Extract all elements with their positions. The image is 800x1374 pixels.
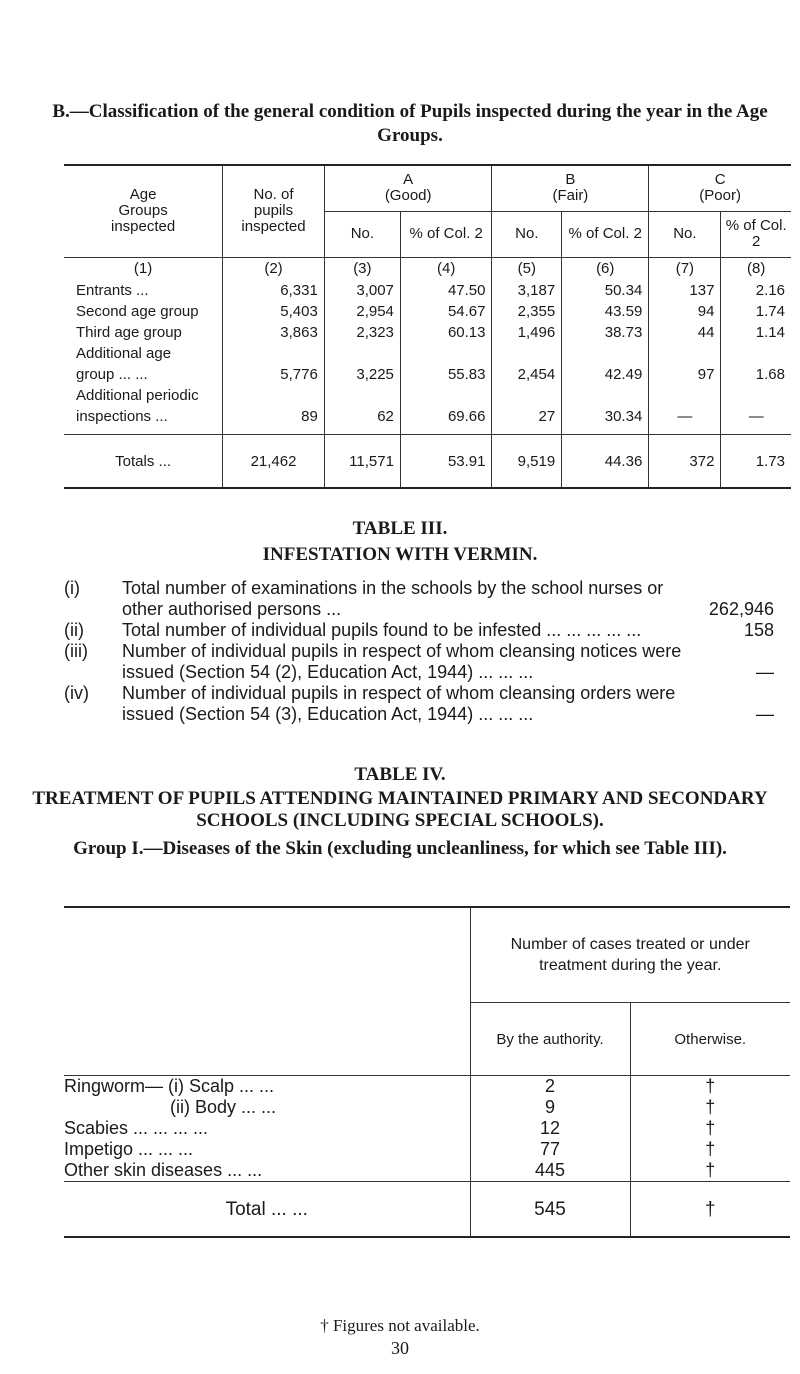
cell: 53.91	[400, 435, 492, 489]
header-c-pct: % of Col. 2	[721, 211, 791, 257]
list-item	[64, 683, 774, 725]
table3-title: TABLE III.	[352, 518, 448, 539]
header-a: A (Good)	[324, 165, 492, 211]
cell: †	[630, 1076, 790, 1098]
cell: 11,571	[324, 435, 400, 489]
col-number: (5)	[492, 257, 562, 280]
cell: 44.36	[562, 435, 649, 489]
cell: 97	[649, 364, 721, 385]
total-label: Total ... ...	[64, 1182, 470, 1238]
col-number: (8)	[721, 257, 791, 280]
cell: 50.34	[562, 280, 649, 301]
row-label: inspections ...	[76, 407, 168, 425]
row-label: Additional age	[76, 344, 172, 362]
skin-diseases-table	[64, 906, 790, 1238]
cell: 54.67	[400, 301, 492, 322]
header-c-no: No.	[649, 211, 721, 257]
table4-title: TABLE IV.	[354, 764, 446, 785]
row-label: Ringworm— (i) Scalp ... ...	[64, 1076, 470, 1098]
table-row	[64, 343, 791, 364]
header-pupils: No. of pupils inspected	[223, 165, 325, 257]
list-item	[64, 641, 774, 683]
cell: 137	[649, 280, 721, 301]
item-text: Number of individual pupils in respect of whom cleansing orders were issued (Section 54 (3), Education Act, 1944) ... ... ...	[122, 683, 676, 724]
header-by-authority: By the authority.	[470, 1003, 630, 1076]
cell: 55.83	[400, 364, 492, 385]
condition-table	[64, 164, 791, 489]
item-value: —	[756, 704, 774, 724]
col-number: (6)	[562, 257, 649, 280]
cell: 38.73	[562, 322, 649, 343]
row-label: Scabies ... ... ... ...	[64, 1118, 209, 1138]
table-row	[64, 406, 791, 427]
table-row	[64, 364, 791, 385]
cell: 60.13	[400, 322, 492, 343]
table4-subtitle: TREATMENT OF PUPILS ATTENDING MAINTAINED PRIMARY AND SECONDARY SCHOOLS (INCLUDING SPECIAL SCHOOLS).	[32, 788, 768, 831]
row-label: Second age group	[76, 302, 199, 320]
cell: 27	[492, 406, 562, 427]
col-number: (4)	[400, 257, 492, 280]
table-row	[64, 280, 791, 301]
cell: †	[630, 1139, 790, 1160]
header-b-no: No.	[492, 211, 562, 257]
row-label: Additional periodic	[76, 386, 199, 404]
item-number: (iii)	[64, 641, 88, 661]
cell: 1.73	[721, 435, 791, 489]
total-row	[64, 1182, 790, 1238]
table-row	[64, 1139, 790, 1160]
header-a-no: No.	[324, 211, 400, 257]
footnote: † Figures not available.	[320, 1316, 480, 1335]
item-value: 158	[743, 620, 774, 640]
cell: 2.16	[721, 280, 791, 301]
totals-label: Totals ...	[64, 435, 223, 489]
header-number-of-cases: Number of cases treated or under treatment during the year.	[470, 907, 790, 1003]
cell: †	[630, 1118, 790, 1139]
item-value: —	[756, 662, 774, 682]
cell: †	[630, 1160, 790, 1182]
cell: 6,331	[223, 280, 325, 301]
row-label: Entrants ...	[76, 281, 149, 299]
cell: 42.49	[562, 364, 649, 385]
row-label: Impetigo ... ... ...	[64, 1139, 194, 1159]
header-age-groups: Age Groups inspected	[110, 186, 176, 236]
item-number: (ii)	[64, 620, 84, 640]
table-row	[64, 322, 791, 343]
cell: 89	[223, 406, 325, 427]
table4-group: Group I.—Diseases of the Skin (excluding uncleanliness, for which see Table III).	[73, 838, 727, 859]
col-number: (3)	[324, 257, 400, 280]
table-row	[64, 1076, 790, 1098]
cell: 69.66	[400, 406, 492, 427]
table-row	[64, 1097, 790, 1118]
header-c: C (Poor)	[649, 165, 791, 211]
header-otherwise: Otherwise.	[630, 1003, 790, 1076]
cell: 1.74	[721, 301, 791, 322]
cell: 5,776	[223, 364, 325, 385]
cell: 94	[649, 301, 721, 322]
cell: 77	[470, 1139, 630, 1160]
col-number: (2)	[223, 257, 325, 280]
cell: 44	[649, 322, 721, 343]
row-label: Third age group	[76, 323, 182, 341]
table-row	[64, 1160, 790, 1182]
cell: 545	[470, 1182, 630, 1238]
cell: 21,462	[223, 435, 325, 489]
cell: 1.14	[721, 322, 791, 343]
cell: 2,454	[492, 364, 562, 385]
item-text: Total number of individual pupils found to be infested ... ... ... ... ...	[122, 620, 642, 640]
item-value: 262,946	[708, 599, 774, 619]
cell: 9,519	[492, 435, 562, 489]
table3-subtitle: INFESTATION WITH VERMIN.	[262, 544, 538, 565]
header-a-pct: % of Col. 2	[400, 211, 492, 257]
row-label: (ii) Body ... ...	[170, 1097, 277, 1117]
cell: 2,323	[324, 322, 400, 343]
page-number: 30	[391, 1338, 409, 1358]
cell: 3,007	[324, 280, 400, 301]
cell: 3,225	[324, 364, 400, 385]
cell: 5,403	[223, 301, 325, 322]
cell: †	[630, 1097, 790, 1118]
list-item	[64, 578, 774, 620]
table-row	[64, 301, 791, 322]
cell: —	[649, 406, 721, 427]
cell: 30.34	[562, 406, 649, 427]
section-b-heading: B.—Classification of the general condition of Pupils inspected during the year in the Age Groups.	[52, 101, 768, 146]
cell: †	[630, 1182, 790, 1238]
item-number: (i)	[64, 578, 80, 598]
cell: 62	[324, 406, 400, 427]
cell: 3,187	[492, 280, 562, 301]
cell: 1,496	[492, 322, 562, 343]
cell: 1.68	[721, 364, 791, 385]
cell: —	[721, 406, 791, 427]
cell: 12	[470, 1118, 630, 1139]
header-b-pct: % of Col. 2	[562, 211, 649, 257]
col-number: (1)	[64, 257, 223, 280]
row-label: group ... ...	[76, 365, 148, 383]
cell: 2,355	[492, 301, 562, 322]
item-text: Number of individual pupils in respect of whom cleansing notices were issued (Section 54 (2), Education Act, 1944) ... ... ...	[122, 641, 682, 682]
list-item	[64, 620, 774, 641]
table-row	[64, 1118, 790, 1139]
infestation-list	[64, 578, 774, 725]
cell: 9	[470, 1097, 630, 1118]
totals-row	[64, 435, 791, 489]
cell: 445	[470, 1160, 630, 1182]
cell: 2	[470, 1076, 630, 1098]
cell: 2,954	[324, 301, 400, 322]
header-b: B (Fair)	[492, 165, 649, 211]
table-row	[64, 385, 791, 406]
item-text: Total number of examinations in the schools by the school nurses or other authorised persons ...	[122, 578, 664, 619]
cell: 3,863	[223, 322, 325, 343]
cell: 43.59	[562, 301, 649, 322]
row-label: Other skin diseases ... ...	[64, 1160, 263, 1180]
cell: 47.50	[400, 280, 492, 301]
col-number: (7)	[649, 257, 721, 280]
item-number: (iv)	[64, 683, 89, 703]
cell: 372	[649, 435, 721, 489]
